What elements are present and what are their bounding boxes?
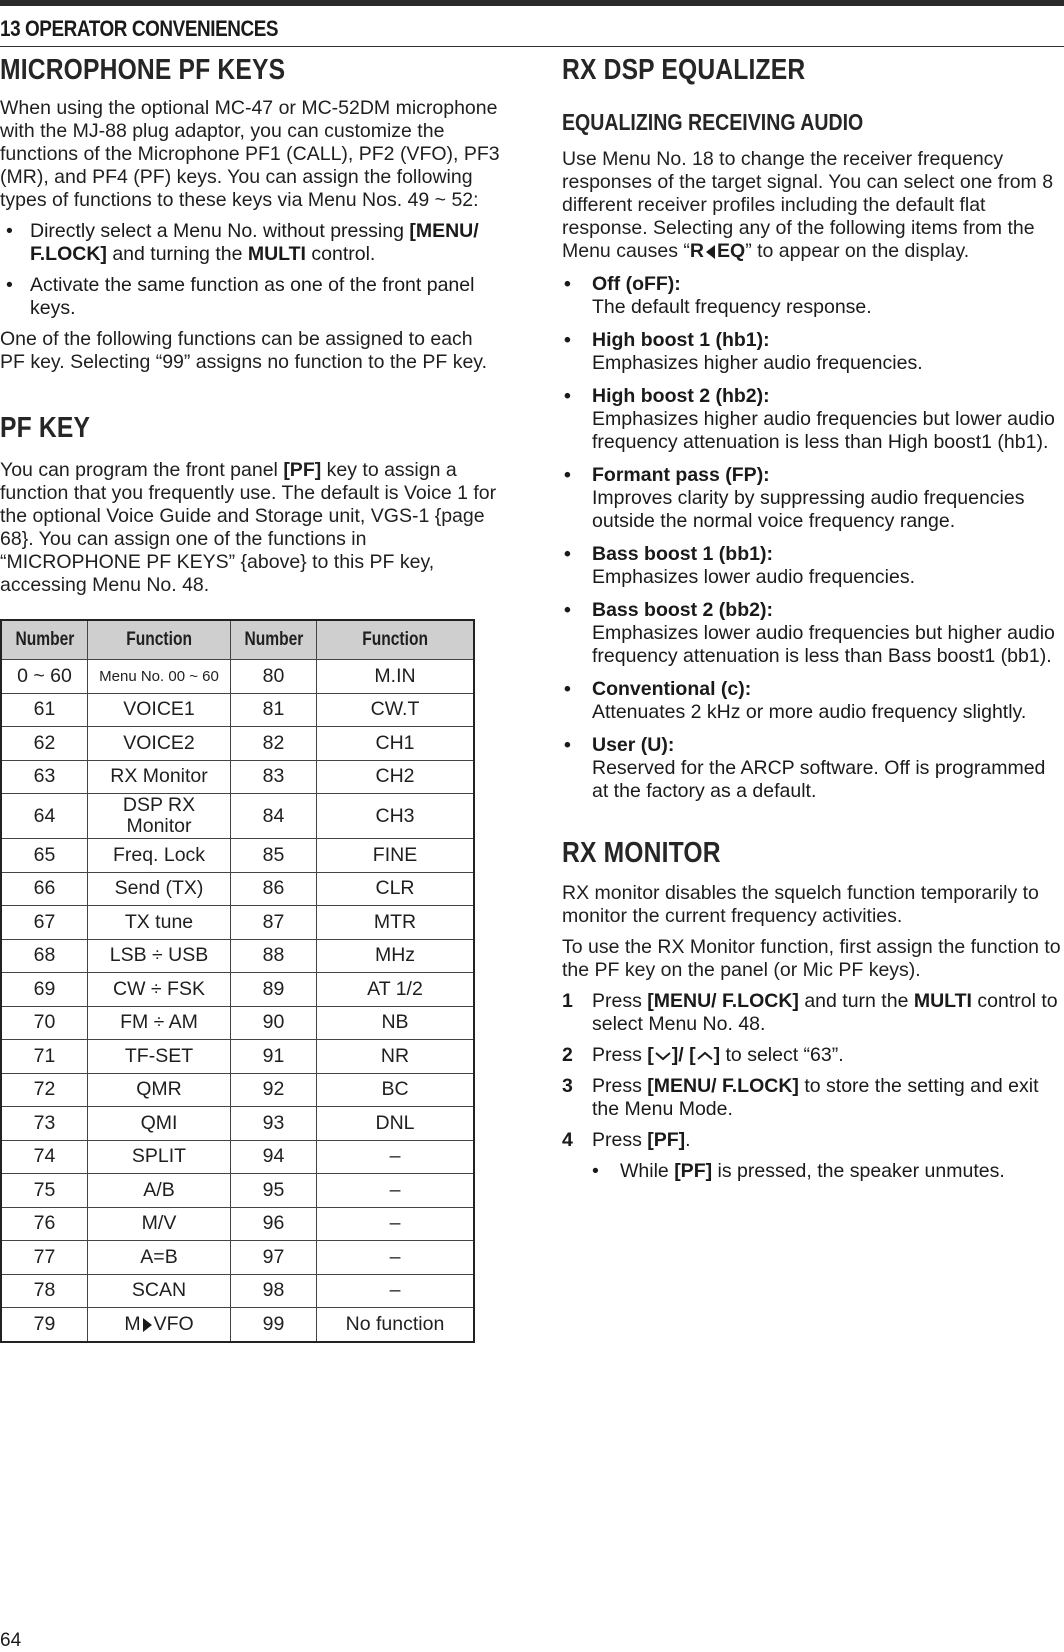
right-column xyxy=(562,54,1062,1183)
table-cell-function: TF-SET xyxy=(88,1040,231,1074)
table-cell-number: 92 xyxy=(231,1073,317,1107)
table-cell-number: 66 xyxy=(1,872,88,906)
chevron-up-icon xyxy=(696,1050,714,1062)
table-cell-function: Freq. Lock xyxy=(88,839,231,873)
table-cell-function: FM ÷ AM xyxy=(88,1006,231,1040)
table-row xyxy=(1,794,474,839)
table-cell-function: NB xyxy=(317,1006,475,1040)
step-1: 1 Press [MENU/ F.LOCK] and turn the MULTI control to select Menu No. 48. xyxy=(562,990,1058,1035)
table-cell-function: M/V xyxy=(88,1207,231,1241)
table-row xyxy=(1,1174,474,1208)
table-cell-function: – xyxy=(317,1274,475,1308)
table-cell-function: DSP RX Monitor xyxy=(88,794,231,839)
step-2: 2 Press [ ]/ [ ] to select “63”. xyxy=(562,1044,844,1066)
table-cell-function: MTR xyxy=(317,906,475,940)
table-cell-function: TX tune xyxy=(88,906,231,940)
table-cell-number: 70 xyxy=(1,1006,88,1040)
eq-item: • Conventional (c): Attenuates 2 kHz or more audio frequency slightly. xyxy=(564,678,1027,723)
table-cell-function: QMI xyxy=(88,1107,231,1141)
rx-monitor-heading: RX MONITOR xyxy=(562,837,721,869)
table-row xyxy=(1,939,474,973)
table-cell-number: 94 xyxy=(231,1140,317,1174)
table-cell-function: A/B xyxy=(88,1174,231,1208)
table-row xyxy=(1,1073,474,1107)
table-cell-number: 89 xyxy=(231,973,317,1007)
table-cell-function: LSB ÷ USB xyxy=(88,939,231,973)
table-cell-number: 87 xyxy=(231,906,317,940)
rx-monitor-para1: RX monitor disables the squelch function temporarily to monitor the current frequency activities. xyxy=(562,882,1039,927)
table-row xyxy=(1,839,474,873)
table-cell-number: 74 xyxy=(1,1140,88,1174)
table-cell-function: FINE xyxy=(317,839,475,873)
table-cell-number: 97 xyxy=(231,1241,317,1275)
rx-monitor-para2: To use the RX Monitor function, first assign the function to the PF key on the panel (or Mic PF keys). xyxy=(562,936,1061,981)
table-header-row xyxy=(1,620,474,660)
table-cell-number: 69 xyxy=(1,973,88,1007)
header-number-2: Number xyxy=(231,620,317,660)
mic-bullet-2: • Activate the same function as one of the front panel keys. xyxy=(6,274,475,319)
table-cell-function: CW ÷ FSK xyxy=(88,973,231,1007)
right-arrow-icon xyxy=(143,1318,152,1332)
table-row xyxy=(1,660,474,694)
page-number: 64 xyxy=(0,1630,22,1651)
table-cell-function: QMR xyxy=(88,1073,231,1107)
top-rule xyxy=(0,0,1064,6)
mic-pf-keys-intro: When using the optional MC-47 or MC-52DM microphone with the MJ-88 plug adaptor, you can customize the functions of the Microphone PF1 (CALL), PF2 (VFO), PF3 (MR), and PF4 (PF) keys. You can assign the following types of functions to these keys via Menu Nos. 49 ~ 52: xyxy=(0,97,500,211)
table-row xyxy=(1,693,474,727)
left-arrow-icon xyxy=(706,245,715,259)
header-number-1: Number xyxy=(1,620,88,660)
table-cell-function: A=B xyxy=(88,1241,231,1275)
table-cell-number: 96 xyxy=(231,1207,317,1241)
table-cell-function: No function xyxy=(317,1308,475,1342)
table-cell-function: M.IN xyxy=(317,660,475,694)
table-cell-number: 73 xyxy=(1,1107,88,1141)
eq-item: • User (U): Reserved for the ARCP software. Off is programmed at the factory as a default. xyxy=(564,734,1046,802)
table-row xyxy=(1,1274,474,1308)
step-4: 4 Press [PF]. xyxy=(562,1129,691,1151)
table-cell-function: SCAN xyxy=(88,1274,231,1308)
eq-item: • Formant pass (FP): Improves clarity by suppressing audio frequencies outside the normal voice frequency range. xyxy=(564,464,1025,532)
table-cell-function: M VFO xyxy=(88,1308,231,1342)
table-cell-function: SPLIT xyxy=(88,1140,231,1174)
eq-item: • Off (oFF): The default frequency response. xyxy=(564,273,872,318)
table-cell-number: 81 xyxy=(231,693,317,727)
table-cell-number: 82 xyxy=(231,727,317,761)
pf-key-text: You can program the front panel [PF] key to assign a function that you frequently use. The default is Voice 1 for the optional Voice Guide and Storage unit, VGS-1 {page 68}. You can assign one of the functions in “MICROPHONE PF KEYS” {above} to this PF key, accessing Menu No. 48. xyxy=(0,459,497,596)
mic-bullet-1: • Directly select a Menu No. without pressing [MENU/ F.LOCK] and turning the MULTI control. xyxy=(6,220,479,265)
table-row xyxy=(1,1241,474,1275)
table-cell-function: MHz xyxy=(317,939,475,973)
table-cell-number: 79 xyxy=(1,1308,88,1342)
table-cell-number: 63 xyxy=(1,760,88,794)
table-cell-function: VOICE1 xyxy=(88,693,231,727)
eq-item: • Bass boost 1 (bb1): Emphasizes lower audio frequencies. xyxy=(564,543,916,588)
table-cell-function: RX Monitor xyxy=(88,760,231,794)
table-cell-function: CH2 xyxy=(317,760,475,794)
table-cell-number: 75 xyxy=(1,1174,88,1208)
table-cell-number: 65 xyxy=(1,839,88,873)
table-cell-number: 95 xyxy=(231,1174,317,1208)
eq-item: • Bass boost 2 (bb2): Emphasizes lower audio frequencies but higher audio frequency attenuation is less than Bass boost1 (bb1). xyxy=(564,599,1055,667)
pf-function-table xyxy=(0,619,475,1343)
eq-item: • High boost 1 (hb1): Emphasizes higher audio frequencies. xyxy=(564,329,923,374)
eq-item: • High boost 2 (hb2): Emphasizes higher audio frequencies but lower audio frequency attenuation is less than High boost1 (hb1). xyxy=(564,385,1055,453)
table-row xyxy=(1,872,474,906)
step-4-substep: • While [PF] is pressed, the speaker unmutes. xyxy=(592,1160,1005,1182)
table-cell-function: CLR xyxy=(317,872,475,906)
table-cell-number: 85 xyxy=(231,839,317,873)
table-cell-number: 64 xyxy=(1,794,88,839)
chevron-down-icon xyxy=(654,1050,672,1062)
step-3: 3 Press [MENU/ F.LOCK] to store the setting and exit the Menu Mode. xyxy=(562,1075,1039,1120)
table-cell-function: DNL xyxy=(317,1107,475,1141)
table-row xyxy=(1,727,474,761)
header-function-2: Function xyxy=(317,620,475,660)
table-cell-number: 93 xyxy=(231,1107,317,1141)
table-cell-function: VOICE2 xyxy=(88,727,231,761)
rx-dsp-subheading: EQUALIZING RECEIVING AUDIO xyxy=(562,109,864,135)
table-cell-function: – xyxy=(317,1207,475,1241)
chapter-header: 13 OPERATOR CONVENIENCES xyxy=(0,12,1064,47)
table-cell-function: AT 1/2 xyxy=(317,973,475,1007)
table-cell-number: 86 xyxy=(231,872,317,906)
table-cell-number: 67 xyxy=(1,906,88,940)
mic-pf-keys-heading: MICROPHONE PF KEYS xyxy=(0,54,286,86)
table-row xyxy=(1,906,474,940)
table-row xyxy=(1,1006,474,1040)
table-cell-number: 68 xyxy=(1,939,88,973)
pf-key-heading: PF KEY xyxy=(0,412,91,444)
table-cell-function: NR xyxy=(317,1040,475,1074)
rx-dsp-intro: Use Menu No. 18 to change the receiver frequency responses of the target signal. You can select one from 8 different receiver profiles including the default flat response. Selecting any of the following items from the Menu causes “R EQ” to appear on the display. xyxy=(562,148,1054,262)
table-row xyxy=(1,1107,474,1141)
table-cell-number: 90 xyxy=(231,1006,317,1040)
table-row xyxy=(1,760,474,794)
table-cell-number: 76 xyxy=(1,1207,88,1241)
table-cell-number: 0 ~ 60 xyxy=(1,660,88,694)
table-cell-number: 84 xyxy=(231,794,317,839)
table-cell-function: – xyxy=(317,1140,475,1174)
table-row xyxy=(1,973,474,1007)
table-cell-number: 78 xyxy=(1,1274,88,1308)
left-column xyxy=(0,54,500,1343)
table-cell-number: 72 xyxy=(1,1073,88,1107)
table-cell-number: 83 xyxy=(231,760,317,794)
table-row xyxy=(1,1040,474,1074)
mic-pf-keys-outro: One of the following functions can be assigned to each PF key. Selecting “99” assigns no function to the PF key. xyxy=(0,328,488,373)
table-cell-number: 80 xyxy=(231,660,317,694)
table-row xyxy=(1,1207,474,1241)
table-cell-number: 91 xyxy=(231,1040,317,1074)
table-cell-function: CH3 xyxy=(317,794,475,839)
table-cell-function: BC xyxy=(317,1073,475,1107)
table-row xyxy=(1,1308,474,1342)
table-cell-number: 77 xyxy=(1,1241,88,1275)
table-cell-number: 62 xyxy=(1,727,88,761)
table-cell-function: – xyxy=(317,1174,475,1208)
table-cell-function: – xyxy=(317,1241,475,1275)
table-cell-number: 88 xyxy=(231,939,317,973)
table-cell-number: 61 xyxy=(1,693,88,727)
table-cell-function: Menu No. 00 ~ 60 xyxy=(88,660,231,694)
table-row xyxy=(1,1140,474,1174)
header-function-1: Function xyxy=(88,620,231,660)
table-cell-number: 98 xyxy=(231,1274,317,1308)
rx-dsp-heading: RX DSP EQUALIZER xyxy=(562,54,806,86)
table-cell-number: 71 xyxy=(1,1040,88,1074)
table-cell-function: CH1 xyxy=(317,727,475,761)
table-cell-number: 99 xyxy=(231,1308,317,1342)
table-cell-function: Send (TX) xyxy=(88,872,231,906)
table-cell-function: CW.T xyxy=(317,693,475,727)
